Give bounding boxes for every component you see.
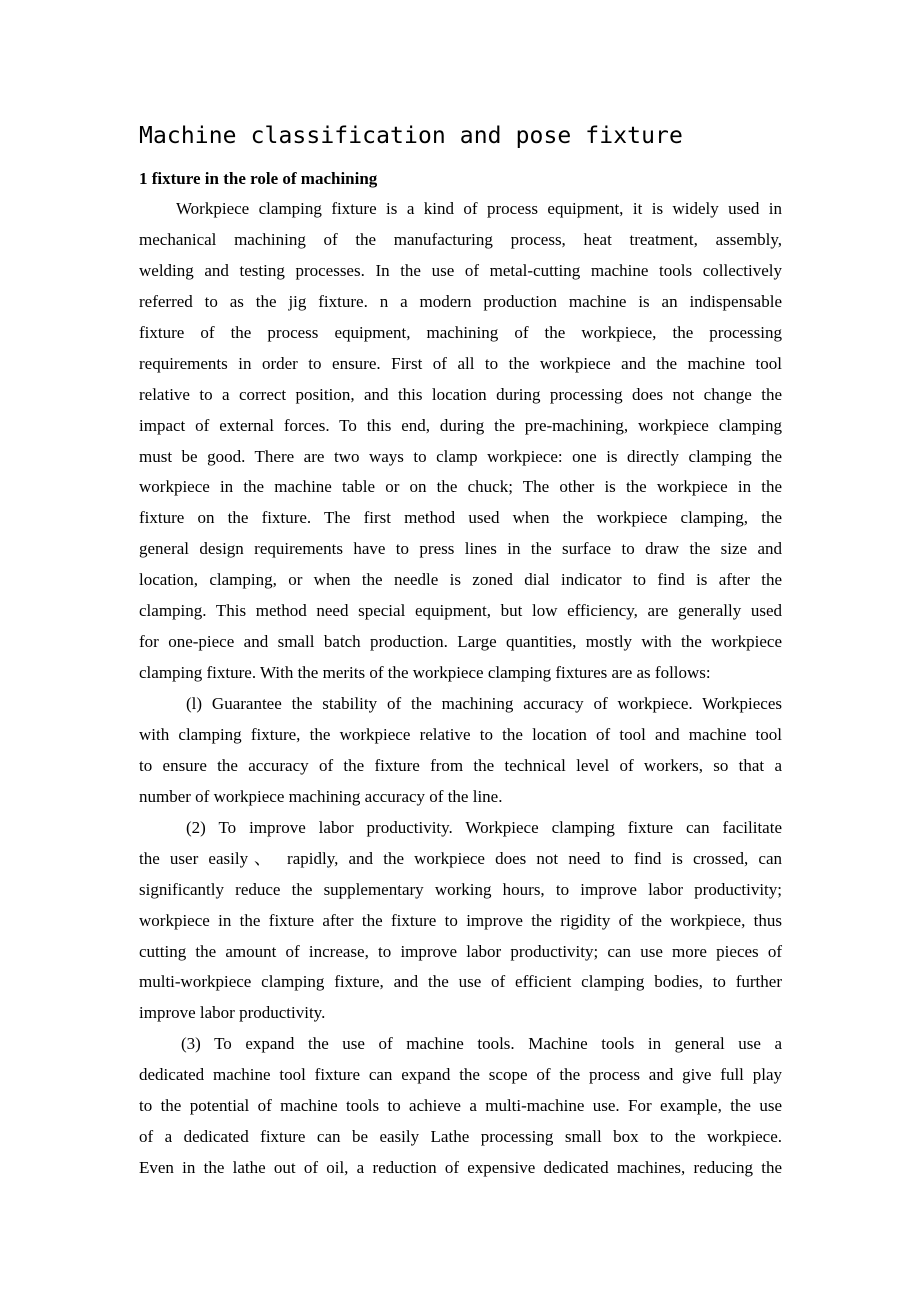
text-line: to ensure the accuracy of the fixture from the technical level of workers, so that a	[139, 755, 782, 775]
text-line: workpiece in the machine table or on the chuck; The other is the workpiece in the	[139, 477, 782, 497]
text-line: general design requirements have to press lines in the surface to draw the size and	[139, 539, 782, 559]
text-line: location, clamping, or when the needle is zoned dial indicator to find is after the	[139, 570, 782, 590]
text-line: requirements in order to ensure. First of all to the workpiece and the machine tool	[139, 353, 782, 373]
body-text	[139, 194, 782, 1184]
text-line: the user easily、 rapidly, and the workpiece does not need to find is crossed, can	[139, 848, 782, 868]
text-line: to the potential of machine tools to achieve a multi-machine use. For example, the use	[139, 1096, 782, 1116]
text-line: workpiece in the fixture after the fixture to improve the rigidity of the workpiece, thus	[139, 910, 782, 930]
text-line: cutting the amount of increase, to improve labor productivity; can use more pieces of	[139, 941, 782, 961]
text-line: multi-workpiece clamping fixture, and the use of efficient clamping bodies, to further	[139, 972, 782, 992]
text-line: with clamping fixture, the workpiece relative to the location of tool and machine tool	[139, 724, 782, 744]
text-line: impact of external forces. To this end, during the pre-machining, workpiece clamping	[139, 415, 782, 435]
text-line: Workpiece clamping fixture is a kind of process equipment, it is widely used in	[176, 199, 782, 218]
text-line: (3) To expand the use of machine tools. Machine tools in general use a	[181, 1034, 782, 1054]
text-line: number of workpiece machining accuracy of the line.	[139, 786, 503, 806]
text-line: for one-piece and small batch production. Large quantities, mostly with the workpiece	[139, 632, 782, 652]
document-title: Machine classification and pose fixture	[139, 123, 683, 149]
text-line: (l) Guarantee the stability of the machining accuracy of workpiece. Workpieces	[186, 694, 782, 713]
text-line: referred to as the jig fixture. n a modern production machine is an indispensable	[139, 291, 782, 311]
text-line: dedicated machine tool fixture can expand the scope of the process and give full play	[139, 1065, 782, 1085]
text-line: fixture on the fixture. The first method used when the workpiece clamping, the	[139, 508, 782, 528]
text-line: fixture of the process equipment, machining of the workpiece, the processing	[139, 322, 782, 342]
text-line: (2) To improve labor productivity. Workpiece clamping fixture can facilitate	[186, 817, 782, 837]
text-line: clamping fixture. With the merits of the workpiece clamping fixtures are as follows:	[139, 663, 711, 683]
text-line: mechanical machining of the manufacturing process, heat treatment, assembly,	[139, 229, 782, 249]
text-line: must be good. There are two ways to clamp workpiece: one is directly clamping the	[139, 446, 782, 466]
text-line: of a dedicated fixture can be easily Lathe processing small box to the workpiece.	[139, 1127, 782, 1147]
text-line: significantly reduce the supplementary working hours, to improve labor productivity;	[139, 879, 782, 899]
text-line: welding and testing processes. In the use of metal-cutting machine tools collectively	[139, 260, 782, 280]
text-line: relative to a correct position, and this location during processing does not change the	[139, 384, 782, 404]
text-line: clamping. This method need special equipment, but low efficiency, are generally used	[139, 601, 782, 621]
section-heading: 1 fixture in the role of machining	[139, 169, 378, 188]
text-line: Even in the lathe out of oil, a reduction of expensive dedicated machines, reducing the	[139, 1158, 782, 1178]
text-line: improve labor productivity.	[139, 1003, 326, 1023]
